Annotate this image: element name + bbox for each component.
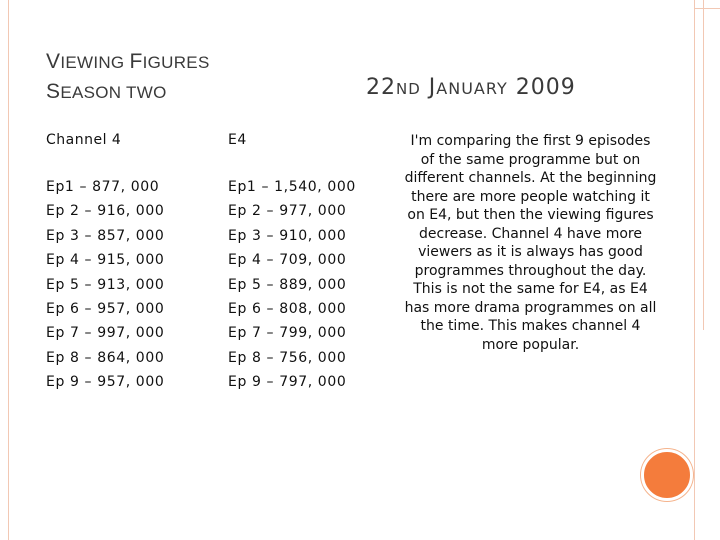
slide-title — [46, 47, 210, 107]
slide-date: 22ND JANUARY 2009 — [366, 75, 576, 100]
channel4-figures-list — [46, 175, 164, 395]
list-item: Ep 5 – 913, 000 — [46, 276, 165, 293]
list-item: Ep 8 – 756, 000 — [228, 349, 347, 366]
list-item: Ep 3 – 910, 000 — [228, 227, 347, 244]
list-item: Ep 6 – 957, 000 — [46, 300, 165, 317]
commentary-text: I'm comparing the first 9 episodes of the same programme but on different channels. At the beginning there are more people watching it on E4, but then the viewing figures decrease. Channel 4 have more viewers as it is always has good programmes throughout the day. This is not the same for E4, as E4 has more drama programmes on all the time. This makes channel 4 more popular. — [404, 133, 657, 353]
list-item: Ep 8 – 864, 000 — [46, 349, 165, 366]
channel4-header: Channel 4 — [46, 132, 122, 148]
frame-line-right — [694, 0, 695, 540]
frame-line-top — [694, 8, 720, 9]
list-item: Ep 7 – 997, 000 — [46, 325, 165, 342]
list-item: Ep 3 – 857, 000 — [46, 227, 165, 244]
list-item: Ep 4 – 709, 000 — [228, 252, 347, 269]
list-item: Ep1 – 877, 000 — [46, 179, 160, 195]
list-item: Ep 7 – 799, 000 — [228, 325, 347, 342]
list-item: Ep 4 – 915, 000 — [46, 252, 165, 269]
list-item: Ep 9 – 797, 000 — [228, 374, 347, 391]
list-item: Ep 2 – 977, 000 — [228, 203, 347, 220]
e4-header: E4 — [228, 132, 247, 148]
list-item: Ep1 – 1,540, 000 — [228, 179, 356, 195]
list-item: Ep 5 – 889, 000 — [228, 276, 347, 293]
decorative-orange-circle — [641, 449, 693, 501]
frame-line-left — [8, 0, 9, 540]
list-item: Ep 2 – 916, 000 — [46, 203, 165, 220]
list-item: Ep 9 – 957, 000 — [46, 374, 165, 391]
list-item: Ep 6 – 808, 000 — [228, 300, 347, 317]
frame-line-right-inner — [703, 0, 704, 330]
title-line-1: VIEWING FIGURES — [46, 50, 210, 73]
e4-figures-list — [228, 175, 356, 395]
title-line-2: SEASON TWO — [46, 80, 167, 103]
